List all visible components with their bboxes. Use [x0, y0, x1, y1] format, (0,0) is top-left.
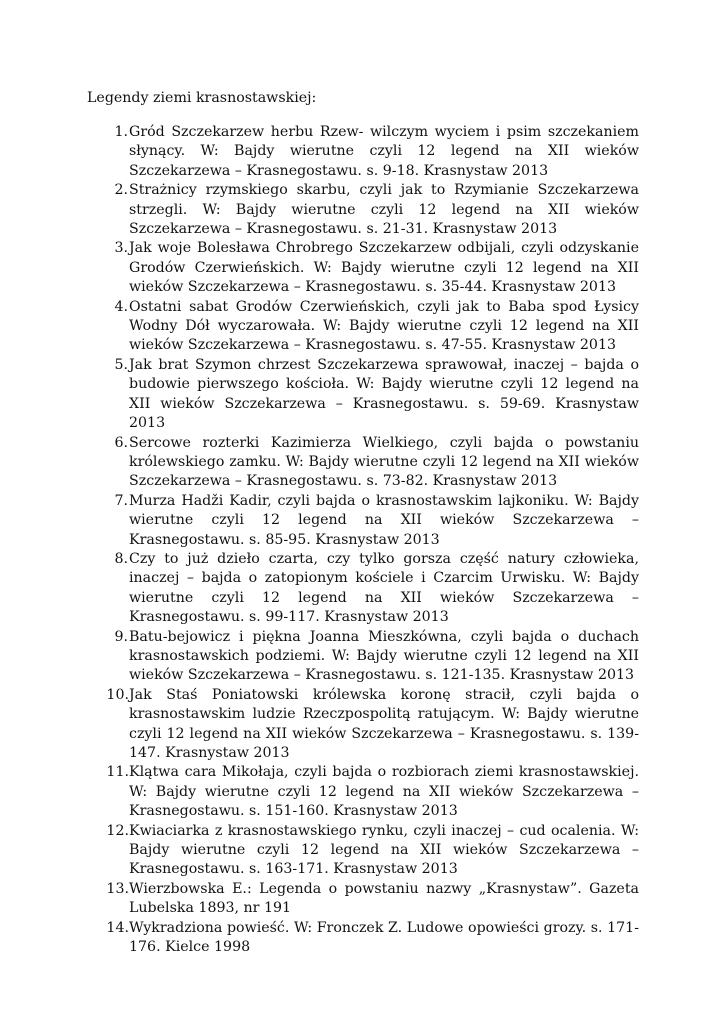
- bibliography-item: [88, 181, 639, 239]
- bibliography-item: [88, 492, 639, 550]
- item-text: Gród Szczekarzew herbu Rzew- wilczym wyciem i psim szczekaniem słynący. W: Bajdy wierutne czyli 12 legend na XII wieków Szczekarzewa – Krasnegostawu. s. 9-18. Krasnystaw 2013: [129, 124, 639, 179]
- item-number: 13.: [106, 880, 129, 897]
- item-text: Jak woje Bolesława Chrobrego Szczekarzew odbijali, czyli odzyskanie Grodów Czerwieńskich. W: Bajdy wierutne czyli 12 legend na XII wieków Szczekarzewa – Krasnegostawu. s. 35-44. Krasnystaw 2013: [129, 240, 639, 296]
- bibliography-item: [88, 880, 639, 919]
- item-number: 6.: [114, 434, 128, 451]
- bibliography-item: [88, 822, 639, 880]
- bibliography-item: [88, 123, 639, 181]
- document-title: Legendy ziemi krasnostawskiej:: [87, 90, 317, 106]
- item-number: 7.: [114, 492, 128, 509]
- item-number: 2.: [114, 182, 128, 199]
- bibliography-item: [88, 239, 639, 297]
- bibliography-item: [88, 919, 639, 958]
- bibliography-item: [88, 356, 639, 434]
- item-number: 3.: [114, 240, 128, 257]
- bibliography-item: [88, 628, 639, 686]
- item-number: 14.: [106, 919, 129, 936]
- bibliography-item: [88, 763, 639, 821]
- item-number: 5.: [114, 356, 128, 373]
- bibliography-list: [88, 123, 639, 957]
- item-number: 1.: [114, 124, 128, 140]
- item-text: Batu-bejowicz i piękna Joanna Mieszkówna, czyli bajda o duchach krasnostawskich podziemi. W: Bajdy wierutne czyli 12 legend na XII wieków Szczekarzewa – Krasnegostawu. s. 121-135. Krasnystaw 2013: [129, 628, 639, 684]
- item-number: 4.: [114, 298, 128, 315]
- item-text: Jak brat Szymon chrzest Szczekarzewa sprawował, inaczej – bajda o budowie pierwszego kościoła. W: Bajdy wierutne czyli 12 legend na XII wieków Szczekarzewa – Krasnegostawu. s. 59-69. Krasnystaw 2013: [129, 356, 639, 432]
- item-number: 9.: [114, 628, 128, 645]
- bibliography-item: [88, 550, 639, 628]
- item-text: Murza Hadži Kadir, czyli bajda o krasnostawskim lajkoniku. W: Bajdy wierutne czyli 12 legend na XII wieków Szczekarzewa – Krasnegostawu. s. 85-95. Krasnystaw 2013: [129, 492, 639, 548]
- item-text: Jak Staś Poniatowski królewska koronę stracił, czyli bajda o krasnostawskim ludzie Rzeczpospolitą ratującym. W: Bajdy wierutne czyli 12 legend na XII wieków Szczekarzewa – Krasnegostawu. s. 139-147. Krasnystaw 2013: [129, 686, 639, 761]
- item-text: Kwiaciarka z krasnostawskiego rynku, czyli inaczej – cud ocalenia. W: Bajdy wierutne czyli 12 legend na XII wieków Szczekarzewa – Krasnegostawu. s. 163-171. Krasnystaw 2013: [129, 822, 639, 878]
- bibliography-item: [88, 686, 639, 764]
- item-number: 10.: [106, 686, 129, 703]
- item-number: 12.: [106, 822, 129, 839]
- item-number: 8.: [114, 550, 128, 567]
- item-text: Strażnicy rzymskiego skarbu, czyli jak to Rzymianie Szczekarzewa strzegli. W: Bajdy wierutne czyli 12 legend na XII wieków Szczekarzewa – Krasnegostawu. s. 21-31. Krasnystaw 2013: [129, 182, 639, 238]
- bibliography-item: [88, 434, 639, 492]
- bibliography-item: [88, 298, 639, 356]
- item-number: 11.: [106, 764, 129, 781]
- item-text: Wykradziona powieść. W: Fronczek Z. Ludowe opowieści grozy. s. 171-176. Kielce 1998: [129, 919, 639, 956]
- item-text: Klątwa cara Mikołaja, czyli bajda o rozbiorach ziemi krasnostawskiej. W: Bajdy wierutne czyli 12 legend na XII wieków Szczekarzewa – Krasnegostawu. s. 151-160. Krasnystaw 2013: [129, 764, 639, 820]
- item-text: Ostatni sabat Grodów Czerwieńskich, czyli jak to Baba spod Łysicy Wodny Dół wyczarowała. W: Bajdy wierutne czyli 12 legend na XII wieków Szczekarzewa – Krasnegostawu. s. 47-55. Krasnystaw 2013: [129, 298, 639, 354]
- item-text: Sercowe rozterki Kazimierza Wielkiego, czyli bajda o powstaniu królewskiego zamku. W: Bajdy wierutne czyli 12 legend na XII wieków Szczekarzewa – Krasnegostawu. s. 73-82. Krasnystaw 2013: [129, 434, 639, 490]
- item-text: Czy to już dzieło czarta, czy tylko gorsza część natury człowieka, inaczej – bajda o zatopionym kościele i Czarcim Urwisku. W: Bajdy wierutne czyli 12 legend na XII wieków Szczekarzewa – Krasnegostawu. s. 99-117. Krasnystaw 2013: [129, 550, 639, 626]
- item-text: Wierzbowska E.: Legenda o powstaniu nazwy „Krasnystaw”. Gazeta Lubelska 1893, nr 191: [129, 880, 639, 917]
